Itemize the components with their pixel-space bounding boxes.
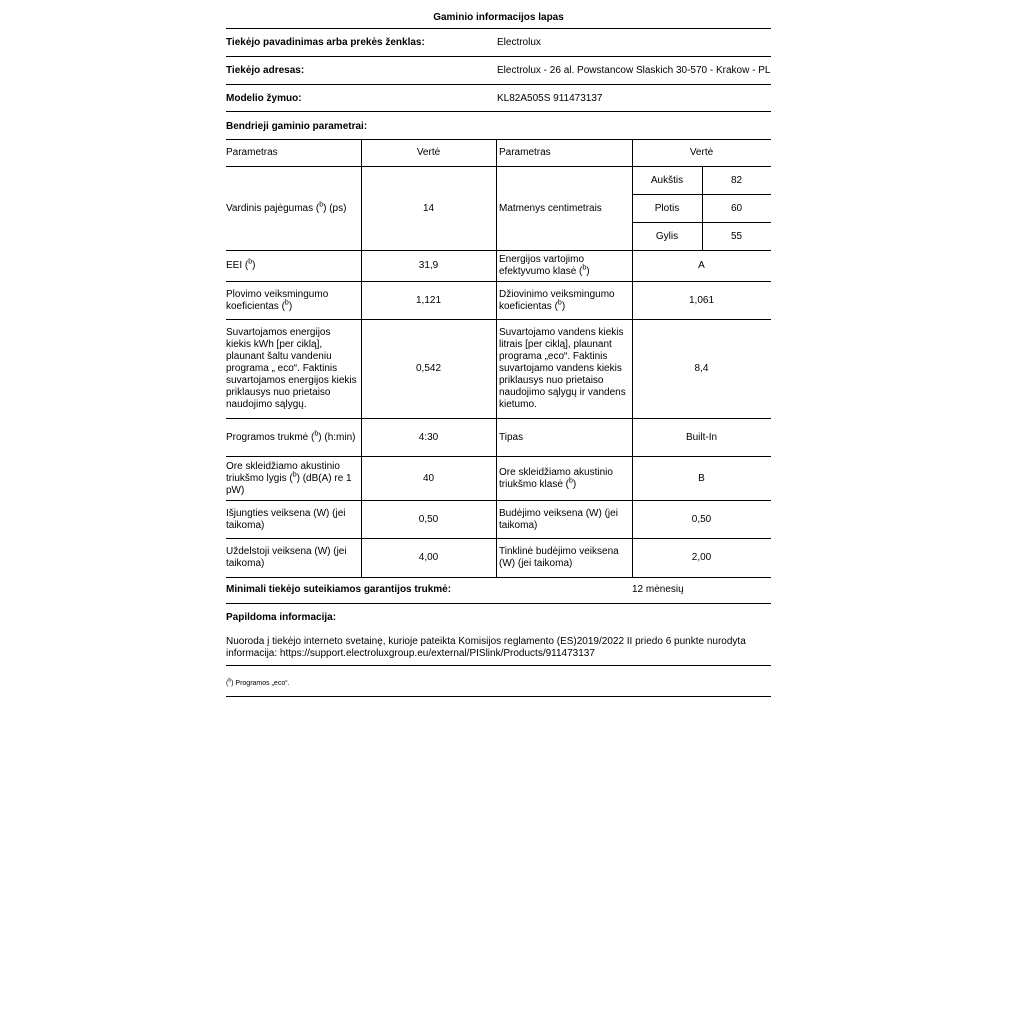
divider [226, 28, 771, 29]
dimensions-label: Matmenys centimetrais [499, 202, 602, 214]
depth-value: 55 [730, 230, 743, 242]
noise-level-label: Ore skleidžiamo akustinio triukšmo lygis ($^b$) (dB(A) re 1 pW) [226, 460, 352, 496]
noise-level-value: 40 [422, 472, 435, 484]
networked-standby-value: 2,00 [691, 552, 712, 563]
water-consumption-label: Suvartojamo vandens kiekis litrais [per ciklą], plaunant programa „eco“. Faktinis suvartojamo vandens kiekis priklausys nuo prietaiso naudojimo sąlygų ir vandens kietumo. [499, 327, 626, 410]
warranty-value: 12 mėnesių [632, 584, 684, 595]
height-value: 82 [730, 175, 743, 186]
depth-label: Gylis [655, 230, 679, 242]
header-value: Vertė [416, 147, 441, 158]
divider [226, 665, 771, 666]
divider [226, 111, 771, 112]
energy-consumption-value: 0,542 [415, 363, 442, 374]
type-label: Tipas [499, 431, 524, 443]
off-mode-label: Išjungties veiksena (W) (jei taikoma) [226, 507, 346, 531]
footnote: ($^b$) Programos „eco“. [226, 677, 290, 687]
height-label: Aukštis [650, 175, 684, 186]
eei-value: 31,9 [418, 260, 439, 271]
header-parameter: Parametras [499, 147, 551, 158]
delay-start-value: 4,00 [418, 552, 439, 563]
cleaning-index-label: Plovimo veiksmingumo koeficientas ($^b$) [226, 288, 329, 312]
general-parameters-label: Bendrieji gaminio parametrai: [226, 121, 368, 132]
type-value: Built-In [685, 431, 718, 443]
standby-mode-value: 0,50 [691, 513, 712, 525]
noise-class-value: B [698, 472, 705, 484]
sheet-title: Gaminio informacijos lapas [433, 12, 564, 23]
noise-class-label: Ore skleidžiamo akustinio triukšmo klasė ($^b$) [499, 466, 613, 490]
eei-label: EEI ($^b$) [226, 258, 256, 271]
model-label: Modelio žymuo: [226, 93, 302, 104]
program-duration-value: 4:30 [418, 431, 439, 443]
delay-start-label: Uždelstoji veiksena (W) (jei taikoma) [226, 546, 347, 569]
additional-info-text: Nuoroda į tiekėjo interneto svetainę, kurioje pateikta Komisijos reglamento (ES)2019/2022 II priedo 6 punkte nurodyta informacija: https://support.electroluxgroup.eu/external/PISlink/Products/911473137 [226, 636, 746, 659]
rated-capacity-label: Vardinis pajėgumas ($^b$) (ps) [226, 201, 347, 214]
header-value: Vertė [689, 147, 714, 158]
program-duration-label: Programos trukmė ($^b$) (h:min) [226, 430, 356, 443]
rated-capacity-value: 14 [422, 202, 435, 214]
supplier-value: Electrolux [497, 37, 541, 48]
warranty-label: Minimali tiekėjo suteikiamos garantijos trukmė: [226, 584, 452, 595]
water-consumption-value: 8,4 [694, 363, 709, 374]
column-divider [496, 139, 497, 577]
model-value: KL82A505S 911473137 [497, 93, 603, 104]
divider [226, 84, 771, 85]
networked-standby-label: Tinklinė budėjimo veiksena (W) (jei taikoma) [499, 546, 619, 569]
energy-class-value: A [698, 260, 705, 271]
width-label: Plotis [654, 202, 680, 214]
energy-consumption-label: Suvartojamos energijos kiekis kWh [per ciklą], plaunant šaltu vandeniu programa „ eco“. Faktinis suvartojamos energijos kiekis priklausys nuo prietaiso naudojimo sąlygų. [226, 327, 357, 410]
off-mode-value: 0,50 [418, 513, 439, 525]
divider [226, 56, 771, 57]
drying-index-label: Džiovinimo veiksmingumo koeficientas ($^b$) [499, 288, 615, 312]
address-label: Tiekėjo adresas: [226, 65, 305, 76]
width-value: 60 [730, 202, 743, 214]
divider [226, 603, 771, 604]
supplier-label: Tiekėjo pavadinimas arba prekės ženklas: [226, 37, 425, 48]
drying-index-value: 1,061 [688, 294, 715, 306]
row-divider [226, 577, 771, 578]
energy-class-label: Energijos vartojimo efektyvumo klasė ($^b$) [499, 254, 590, 277]
header-parameter: Parametras [226, 147, 278, 158]
divider [226, 696, 771, 697]
address-value: Electrolux - 26 al. Powstancow Slaskich 30-570 - Krakow - PL [497, 65, 771, 76]
cleaning-index-value: 1,121 [415, 294, 442, 306]
standby-mode-label: Budėjimo veiksena (W) (jei taikoma) [499, 507, 618, 531]
additional-info-label: Papildoma informacija: [226, 612, 337, 623]
